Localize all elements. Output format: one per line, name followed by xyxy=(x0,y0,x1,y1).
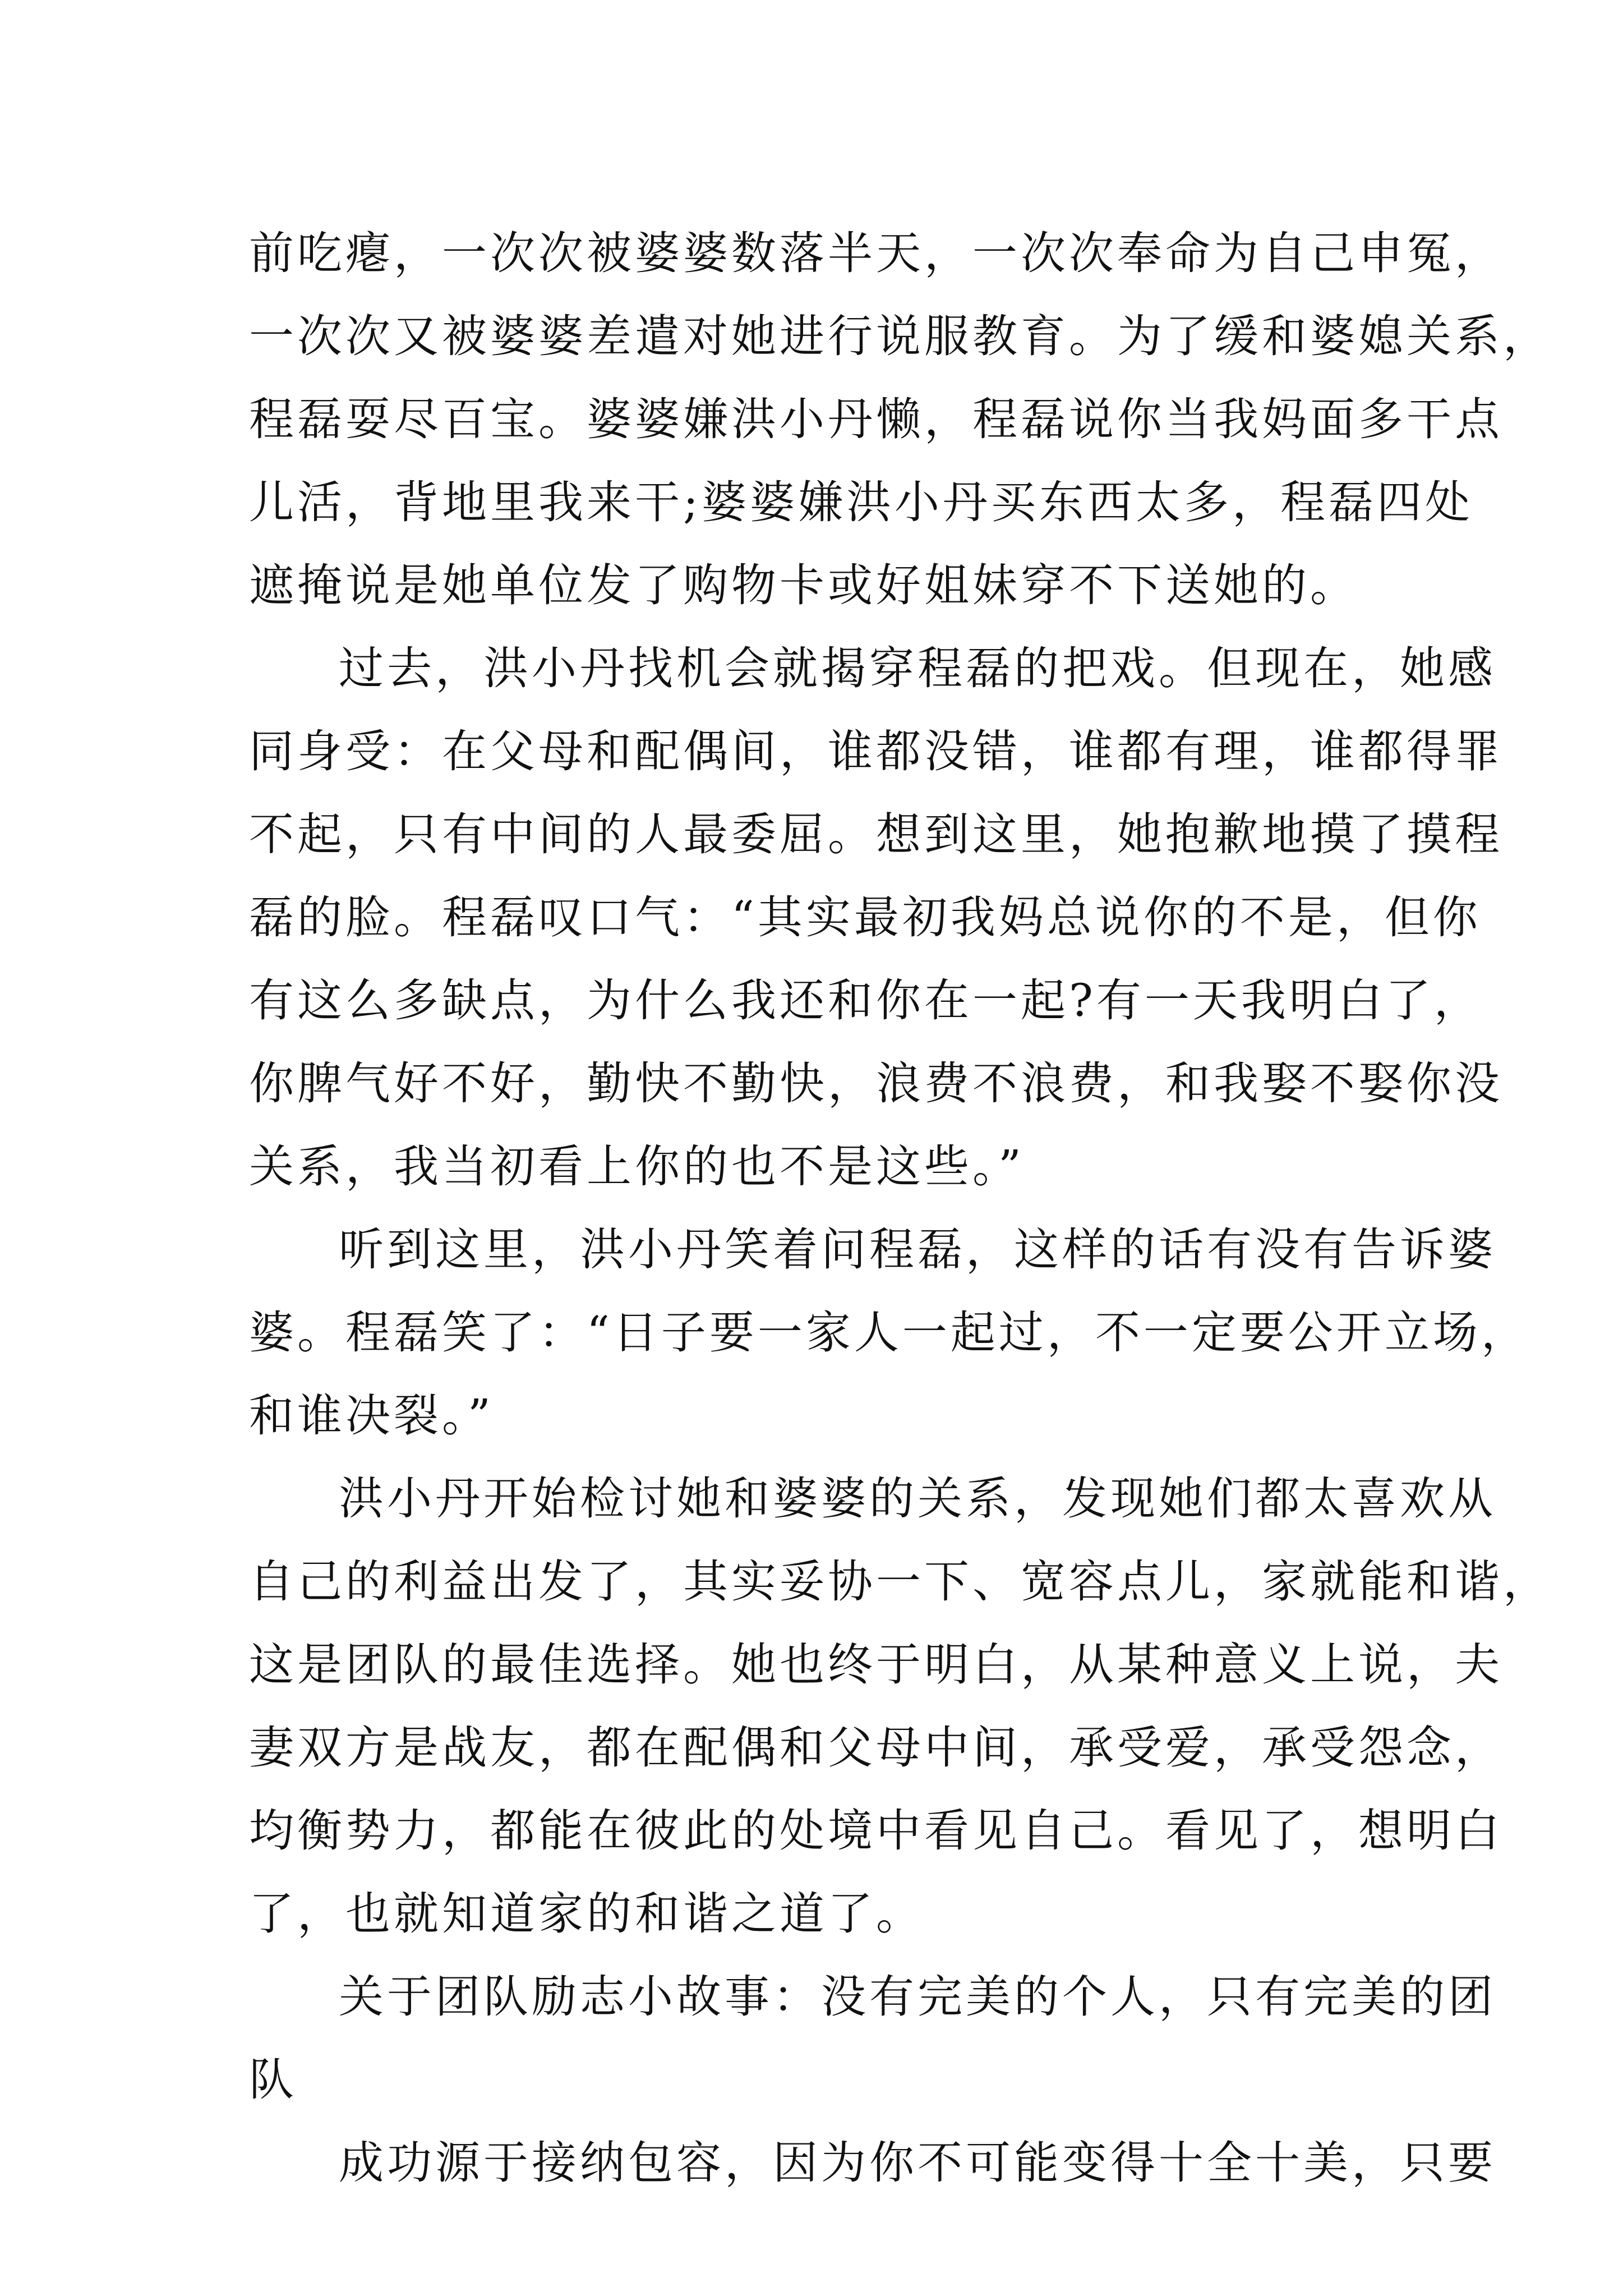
text-line: 均衡势力，都能在彼此的处境中看见自己。看见了，想明白 xyxy=(249,1805,1503,1857)
text-line: 同身受：在父母和配偶间，谁都没错，谁都有理，谁都得罪 xyxy=(249,725,1503,777)
text-line: 遮掩说是她单位发了购物卡或好姐妹穿不下送她的。 xyxy=(249,559,1358,611)
text-line: 一次次又被婆婆差遣对她进行说服教育。为了缓和婆媳关系， xyxy=(249,310,1551,362)
text-line: 和谁决裂。” xyxy=(249,1389,494,1442)
text-line: 关系，我当初看上你的也不是这些。” xyxy=(249,1140,1025,1193)
text-line: 妻双方是战友，都在配偶和父母中间，承受爱，承受怨念， xyxy=(249,1722,1503,1774)
text-line: 听到这里，洪小丹笑着问程磊，这样的话有没有告诉婆 xyxy=(339,1223,1496,1276)
text-line: 儿活，背地里我来干;婆婆嫌洪小丹买东西太多，程磊四处 xyxy=(249,476,1473,528)
text-line: 婆。程磊笑了：“日子要一家人一起过，不一定要公开立场， xyxy=(249,1306,1529,1359)
text-line: 洪小丹开始检讨她和婆婆的关系，发现她们都太喜欢从 xyxy=(339,1473,1496,1525)
text-line: 了，也就知道家的和谐之道了。 xyxy=(249,1888,924,1940)
text-line: 磊的脸。程磊叹口气：“其实最初我妈总说你的不是，但你 xyxy=(249,891,1481,944)
text-line: 这是团队的最佳选择。她也终于明白，从某种意义上说，夫 xyxy=(249,1639,1503,1691)
body-text xyxy=(249,212,1551,2205)
text-line: 程磊耍尽百宝。婆婆嫌洪小丹懒，程磊说你当我妈面多干点 xyxy=(249,393,1503,445)
text-line: 过去，洪小丹找机会就揭穿程磊的把戏。但现在，她感 xyxy=(339,642,1496,694)
text-line: 前吃瘪，一次次被婆婆数落半天，一次次奉命为自己申冤， xyxy=(249,227,1503,279)
text-line: 成功源于接纳包容，因为你不可能变得十全十美，只要 xyxy=(339,2137,1496,2189)
text-line: 队 xyxy=(249,2054,297,2106)
text-line: 关于团队励志小故事：没有完美的个人，只有完美的团 xyxy=(339,1971,1496,2023)
text-line: 不起，只有中间的人最委屈。想到这里，她抱歉地摸了摸程 xyxy=(249,808,1503,861)
text-line: 你脾气好不好，勤快不勤快，浪费不浪费，和我娶不娶你没 xyxy=(249,1057,1503,1110)
text-line: 自己的利益出发了，其实妥协一下、宽容点儿，家就能和谐， xyxy=(249,1556,1551,1608)
text-line: 有这么多缺点，为什么我还和你在一起?有一天我明白了， xyxy=(249,974,1482,1027)
